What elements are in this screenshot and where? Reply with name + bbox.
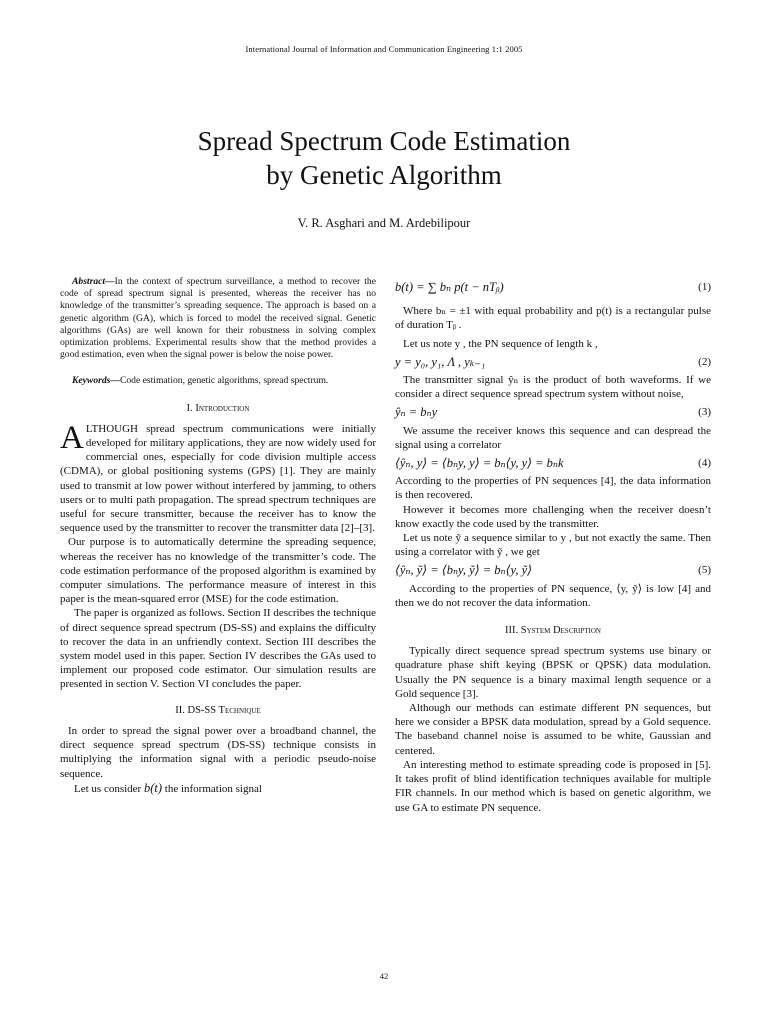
drop-cap: A [60,419,84,456]
equation-2-body: y = y₀, y₁, Λ , yₖ₋₁ [395,354,486,369]
properties-paragraph: According to the properties of PN sequences [4], the data information is then recovered. [395,475,711,502]
equation-2 [395,355,711,369]
equation-4 [395,456,711,470]
transmitter-paragraph: The transmitter signal ŷₙ is the product of both waveforms. If we consider a direct sequence spread spectrum system without noise, [395,374,711,401]
equation-5-number: (5) [698,564,711,577]
low-correlation-paragraph: According to the properties of PN sequence, ⟨y, ỹ⟩ is low [4] and then we do not recover the data information. [395,582,711,609]
equation-4-number: (4) [698,457,711,470]
equation-5 [395,563,711,577]
section-number: III. [505,625,519,637]
where-paragraph: Where bₙ = ±1 with equal probability and p(t) is a rectangular pulse of duration Tᵦ . [395,305,711,332]
equation-4-body: ⟨ŷₙ, y⟩ = ⟨bₙy, y⟩ = bₙ⟨y, y⟩ = bₙk [395,456,564,471]
title-line-2: by Genetic Algorithm [266,160,502,190]
dsss-p2-after: the information signal [164,782,262,795]
keywords-label: Keywords— [72,375,120,387]
journal-header: International Journal of Information and Communication Engineering 1:1 2005 [245,44,523,54]
section-number: II. [175,704,185,716]
section-heading-system [395,624,711,638]
title-line-1: Spread Spectrum Code Estimation [197,126,571,156]
page-number: 42 [379,971,389,981]
section-heading-dsss [60,704,376,718]
assume-paragraph: We assume the receiver knows this sequence and can despread the signal using a correlator [395,424,711,451]
equation-1 [395,280,711,294]
abstract-label: Abstract— [72,276,115,287]
equation-3-body: ŷₙ = bₙy [395,405,438,420]
abstract-text: In the context of spectrum surveillance, a method to recover the code of spread spectrum signal is presented, whereas the receiver has no knowledge of the transmitter’s spreading sequence. The approach is based on a genetic algorithm (GA), which is forced to model the received signal. Genetic algorithms (GAs) are well known for their robustness in solving complex optimization problems. Experimental results show that the method provides a good estimation, even when the signal power is below the noise power. [60,276,376,361]
intro-paragraph-1 [60,419,376,536]
section-heading-introduction [60,402,376,416]
inline-math-bt: b(t) [143,780,163,795]
system-paragraph-1: Typically direct sequence spread spectrum systems use binary or quadrature phase shift keying (BPSK or QPSK) data modulation. Usually the PN sequence is a binary maximal length sequence or a Gold sequence [3]. [395,645,711,700]
paper-title [0,124,768,192]
abstract [60,276,376,361]
section-number: I. [186,402,193,414]
intro-paragraph-3: The paper is organized as follows. Section II describes the technique of direct sequence spread spectrum (DS-SS) and explains the difficulty to recover the data in an unfriendly context. Section III describes the system model used in this paper. Section IV describes the GAs used to implement our proposed code estimator. Our simulation results are presented in section V. Section VI concludes the paper. [60,607,376,691]
section-title: Introduction [195,402,250,414]
section-title: System Description [520,625,601,637]
equation-2-number: (2) [698,355,711,368]
letnote-paragraph: Let us note ỹ a sequence similar to y , but not exactly the same. Then using a correlator with ỹ , we get [395,532,711,559]
dsss-paragraph-2 [60,781,376,796]
intro-paragraph-1-text: LTHOUGH spread spectrum communications were initially developed for military applications, they are now widely used for commercial ones, especially for code division multiple access (CDMA), or global positioning systems (GPS) [1]. They are mainly used to transmit at low power without interfered by jamming, to others users or to multi path propagation. The spread spectrum techniques are useful for secure transmitter, because the receiver has to know the sequence used by the transmitter to recover the transmitter data [2]–[3]. [60,422,376,535]
equation-1-number: (1) [698,281,711,293]
system-paragraph-3: An interesting method to estimate spreading code is proposed in [5]. It takes profit of blind identification techniques available for multiple FIR channels. In our method which is based on genetic algorithm, we use GA to estimate PN sequence. [395,758,711,814]
equation-1-body: b(t) = ∑ bₙ p(t − nTᵦ) [395,280,504,294]
however-paragraph: However it becomes more challenging when the receiver doesn’t know exactly the code used by the transmitter. [395,503,711,530]
equation-3-number: (3) [698,406,711,419]
intro-paragraph-2: Our purpose is to automatically determine the spreading sequence, whereas the receiver has no knowledge of the transmitter’s code. The code estimation performance of the proposed algorithm is examined by computer simulations. The performance measure of interest in this paper is the mean-squared error (MSE) for the code estimation. [60,536,376,606]
equation-3 [395,405,711,419]
dsss-paragraph-1: In order to spread the signal power over a broadband channel, the direct sequence spread spectrum (DS-SS) technique consists in multiplying the information signal with a periodic pseudo-noise sequence. [60,724,376,780]
left-column [60,276,376,796]
system-paragraph-2: Although our methods can estimate different PN sequences, but here we consider a BPSK data modulation, spread by a Gold sequence. The baseband channel noise is assumed to be white, Gaussian and centered. [395,702,711,757]
let-paragraph: Let us note y , the PN sequence of length k , [403,337,598,350]
section-title: DS-SS Technique [187,704,261,716]
keywords [60,375,376,387]
dsss-p2-before: Let us consider [74,782,142,795]
authors: V. R. Asghari and M. Ardebilipour [297,216,471,230]
right-column [395,276,711,815]
keywords-text: Code estimation, genetic algorithms, spread spectrum. [119,375,329,387]
equation-5-body: ⟨ŷₙ, ỹ⟩ = ⟨bₙy, ỹ⟩ = bₙ⟨y, ỹ⟩ [395,563,532,578]
